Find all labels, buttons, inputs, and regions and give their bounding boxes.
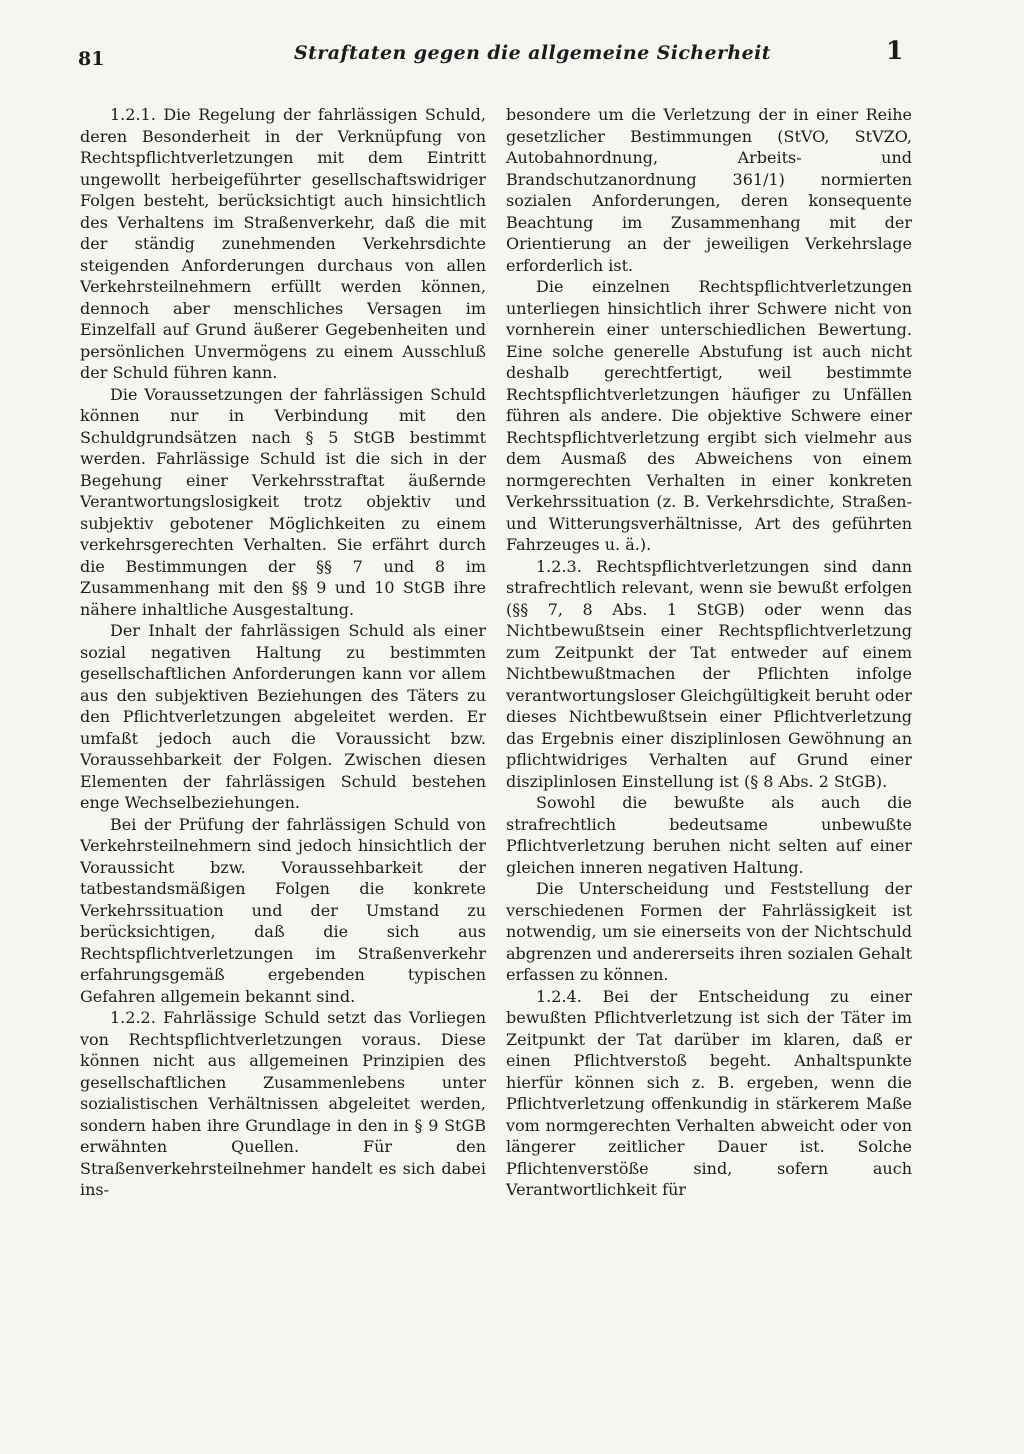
right-column: [506, 104, 912, 1201]
page-header: [78, 32, 904, 72]
paragraph: Bei der Prüfung der fahrlässigen Schuld von Verkehrsteilnehmern sind jedoch hinsichtlich der Voraussicht bzw. Voraussehbarkeit der tatbestandsmäßigen Folgen die konkrete Verkehrssituation und der Umstand zu berücksichtigen, daß die sich aus Rechtspflichtverletzungen im Straßenverkehr erfahrungsgemäß ergebenden typischen Gefahren allgemein bekannt sind.: [80, 814, 486, 1006]
paragraph: Die einzelnen Rechtspflichtverletzungen unterliegen hinsichtlich ihrer Schwere nicht von vornherein einer unterschiedlichen Bewertung. Eine solche generelle Abstufung ist auch nicht deshalb gerechtfertigt, weil bestimmte Rechtspflichtverletzungen häufiger zu Unfällen führen als andere. Die objektive Schwere einer Rechtspflichtverletzung ergibt sich vielmehr aus dem Ausmaß des Abweichens von einem normgerechten Verhalten in einer konkreten Verkehrssituation (z. B. Verkehrsdichte, Straßen- und Witterungsverhältnisse, Art des geführten Fahrzeuges u. ä.).: [506, 277, 912, 554]
paragraph-1-2-2: 1.2.2. Fahrlässige Schuld setzt das Vorliegen von Rechtspflichtverletzungen voraus. Diese können nicht aus allgemeinen Prinzipien des gesellschaftlichen Zusammenlebens unter sozialistischen Verhältnissen abgeleitet werden, sondern haben ihre Grundlage in den in § 9 StGB erwähnten Quellen. Für den Straßenverkehrsteilnehmer handelt es sich dabei ins-: [80, 1008, 486, 1199]
paragraph: Sowohl die bewußte als auch die strafrechtlich bedeutsame unbewußte Pflichtverletzung beruhen nicht selten auf einer gleichen inneren negativen Haltung.: [506, 793, 912, 877]
page-number: 81: [78, 48, 105, 70]
chapter-number: 1: [886, 36, 904, 65]
paragraph: Die Unterscheidung und Feststellung der verschiedenen Formen der Fahrlässigkeit ist notwendig, um sie einerseits von der Nichtschuld abgrenzen und andererseits ihren sozialen Gehalt erfassen zu können.: [506, 879, 912, 984]
left-column: [80, 104, 486, 1201]
paragraph-continued: besondere um die Verletzung der in einer Reihe gesetzlicher Bestimmungen (StVO, StVZO, Autobahnordnung, Arbeits- und Brandschutzanordnung 361/1) normierten sozialen Anforderungen, deren konsequente Beachtung im Zusammenhang mit der Orientierung an der jeweiligen Verkehrslage erforderlich ist.: [506, 105, 912, 275]
paragraph: Die Voraussetzungen der fahrlässigen Schuld können nur in Verbindung mit den Schuldgrundsätzen nach § 5 StGB bestimmt werden. Fahrlässige Schuld ist die sich in der Begehung einer Verkehrsstraftat äußernde Verantwortungslosigkeit trotz objektiv und subjektiv gebotener Möglichkeiten zu einem verkehrsgerechten Verhalten. Sie erfährt durch die Bestimmungen der §§ 7 und 8 im Zusammenhang mit den §§ 9 und 10 StGB ihre nähere inhaltliche Ausgestaltung.: [80, 384, 486, 619]
paragraph-1-2-3: 1.2.3. Rechtspflichtverletzungen sind dann strafrechtlich relevant, wenn sie bewußt erfolgen (§§ 7, 8 Abs. 1 StGB) oder wenn das Nichtbewußtsein einer Rechtspflichtverletzung zum Zeitpunkt der Tat entweder auf einem Nichtbewußtmachen der Pflichten infolge verantwortungsloser Gleichgültigkeit beruht oder dieses Nichtbewußtsein einer Pflichtverletzung das Ergebnis einer disziplinlosen Gewöhnung an pflichtwidriges Verhalten auf Grund einer disziplinlosen Einstellung ist (§ 8 Abs. 2 StGB).: [506, 556, 912, 791]
running-title: Straftaten gegen die allgemeine Sicherheit: [294, 42, 771, 64]
paragraph: Der Inhalt der fahrlässigen Schuld als einer sozial negativen Haltung zu bestimmten gesellschaftlichen Anforderungen kann vor allem aus den subjektiven Beziehungen des Täters zu den Pflichtverletzungen abgeleitet werden. Er umfaßt jedoch auch die Voraussicht bzw. Voraussehbarkeit der Folgen. Zwischen diesen Elementen der fahrlässigen Schuld bestehen enge Wechselbeziehungen.: [80, 621, 486, 812]
paragraph-1-2-4: 1.2.4. Bei der Entscheidung zu einer bewußten Pflichtverletzung ist sich der Täter im Zeitpunkt der Tat darüber im klaren, daß er einen Pflichtverstoß begeht. Anhaltspunkte hierfür können sich z. B. ergeben, wenn die Pflichtverletzung offenkundig in stärkerem Maße vom normgerechten Verhalten abweicht oder von längerer zeitlicher Dauer ist. Solche Pflichtenverstöße sind, sofern auch Verantwortlichkeit für: [506, 986, 912, 1199]
paragraph-1-2-1: 1.2.1. Die Regelung der fahrlässigen Schuld, deren Besonderheit in der Verknüpfung von Rechtspflichtverletzungen mit dem Eintritt ungewollt herbeigeführter gesellschaftswidriger Folgen besteht, berücksichtigt auch hinsichtlich des Verhaltens im Straßenverkehr, daß die mit der ständig zunehmenden Verkehrsdichte steigenden Anforderungen durchaus von allen Verkehrsteilnehmern erfüllt werden können, dennoch aber menschliches Versagen im Einzelfall auf Grund äußerer Gegebenheiten und persönlichen Unvermögens zu einem Ausschluß der Schuld führen kann.: [80, 105, 486, 382]
